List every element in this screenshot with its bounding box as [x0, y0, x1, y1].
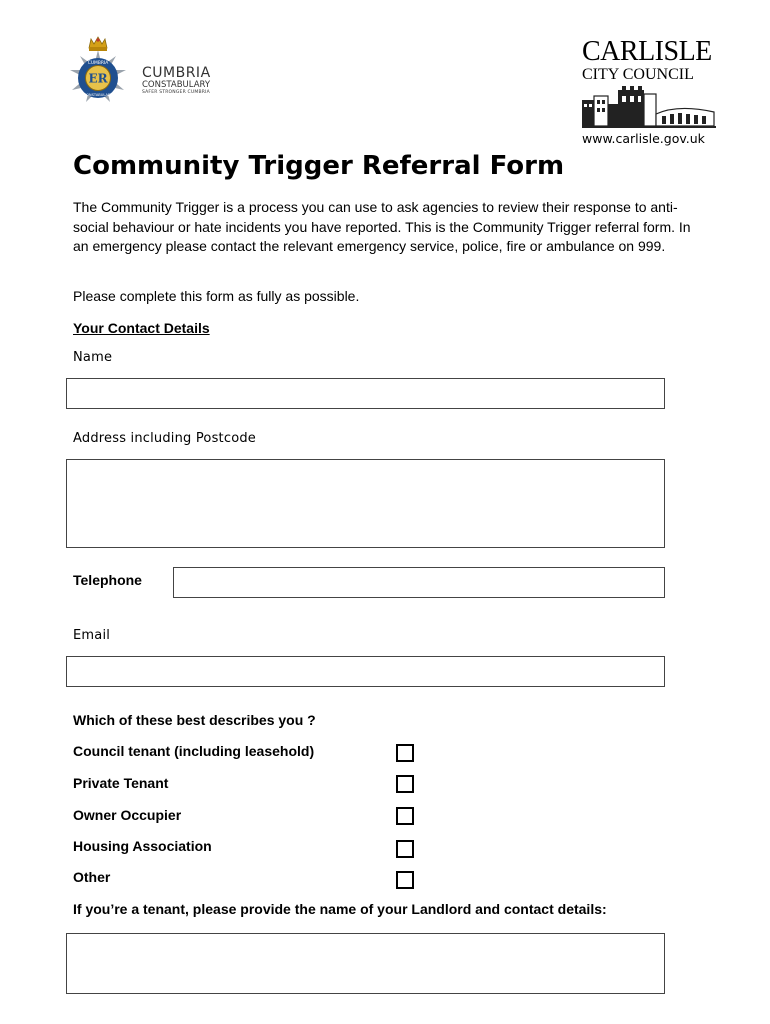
intro-paragraph: The Community Trigger is a process you can use to ask agencies to review their response to anti-social behaviour or hate incidents you have reported. This is the Community Trigger referral form. In an emergency please contact the relevant emergency service, police, fire or ambulance on 999.	[73, 199, 691, 254]
address-field[interactable]	[66, 459, 665, 548]
council-website: www.carlisle.gov.uk	[582, 131, 705, 146]
landlord-prompt: If you’re a tenant, please provide the name of your Landlord and contact details:	[73, 901, 607, 917]
police-logo-sub: CONSTABULARY	[142, 80, 211, 90]
contact-section-heading: Your Contact Details	[73, 320, 210, 336]
housing-association-checkbox[interactable]	[396, 840, 414, 858]
landlord-details-field[interactable]	[66, 933, 665, 994]
option-label-council-tenant: Council tenant (including leasehold)	[73, 743, 315, 759]
name-field[interactable]	[66, 378, 665, 409]
email-label: Email	[73, 628, 111, 643]
police-logo-name: CUMBRIA	[142, 65, 211, 81]
badge-cypher: ER	[88, 71, 108, 86]
city-skyline-icon	[582, 86, 716, 130]
police-badge-icon	[58, 36, 138, 122]
describe-question: Which of these best describes you ?	[73, 712, 316, 728]
council-tenant-checkbox[interactable]	[396, 744, 414, 762]
cumbria-constabulary-logo	[58, 36, 211, 122]
name-label: Name	[73, 350, 113, 365]
address-label: Address including Postcode	[73, 431, 256, 446]
option-label-owner-occupier: Owner Occupier	[73, 807, 182, 823]
police-logo-tagline: SAFER STRONGER CUMBRIA	[142, 90, 210, 95]
complete-note: Please complete this form as fully as possible.	[73, 288, 360, 304]
page-title: Community Trigger Referral Form	[73, 151, 565, 181]
option-label-private-tenant: Private Tenant	[73, 775, 169, 791]
council-logo-name: CARLISLE	[582, 36, 712, 67]
private-tenant-checkbox[interactable]	[396, 775, 414, 793]
council-logo-sub: CITY COUNCIL	[582, 66, 694, 83]
telephone-field[interactable]	[173, 567, 665, 598]
telephone-label: Telephone	[73, 572, 142, 588]
badge-ring-top: CUMBRIA	[87, 61, 109, 66]
option-label-housing-association: Housing Association	[73, 838, 212, 854]
other-checkbox[interactable]	[396, 871, 414, 889]
owner-occupier-checkbox[interactable]	[396, 807, 414, 825]
badge-ring-bottom: CONSTABULARY	[83, 93, 113, 97]
email-field[interactable]	[66, 656, 665, 687]
option-label-other: Other	[73, 869, 111, 885]
carlisle-city-council-logo	[580, 38, 720, 150]
